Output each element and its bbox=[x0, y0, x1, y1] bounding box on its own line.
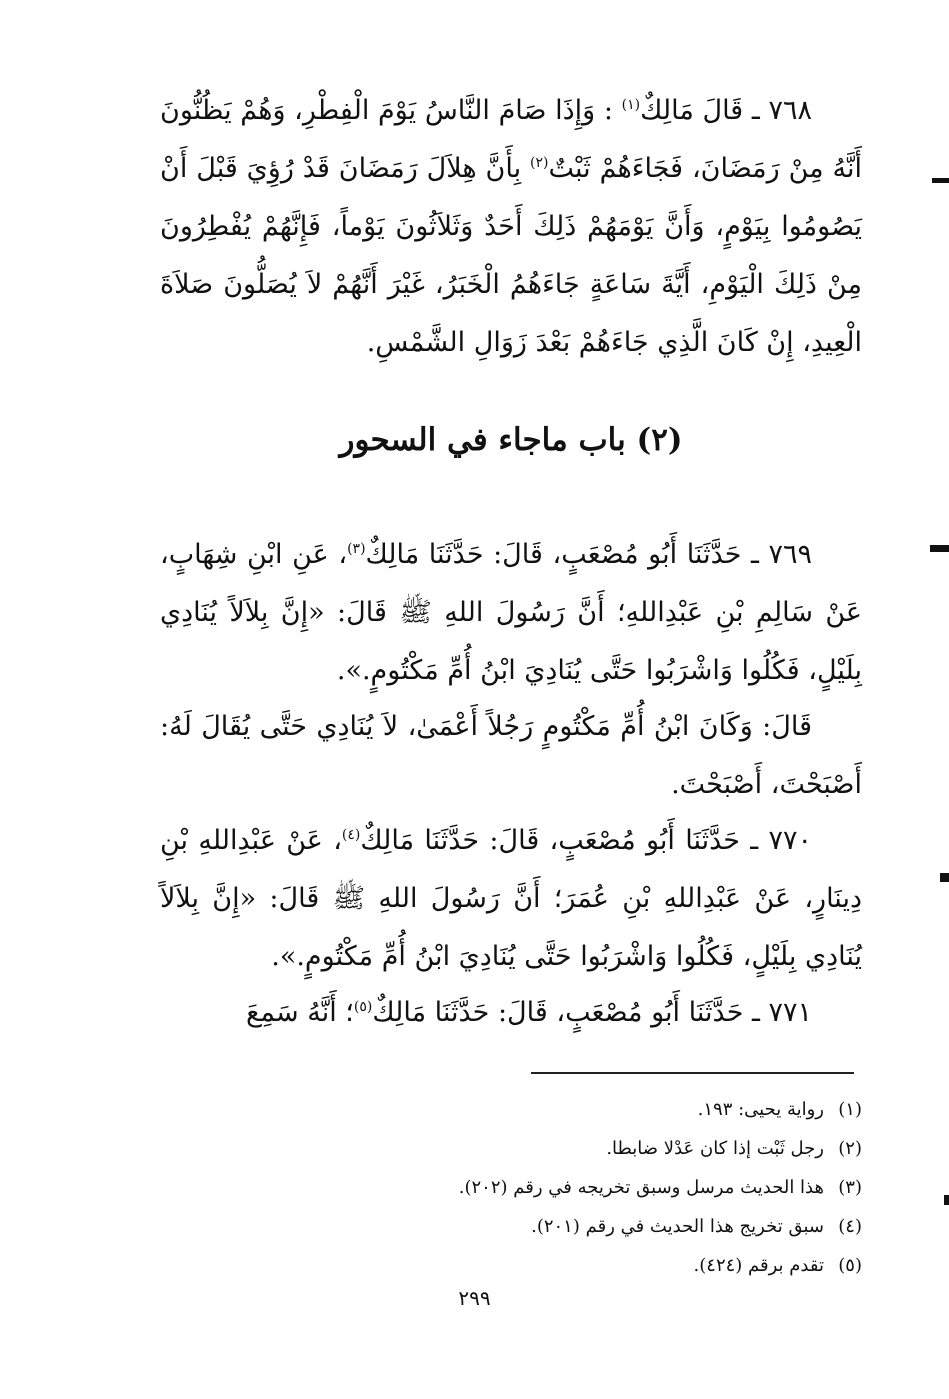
scan-mark bbox=[930, 545, 949, 552]
footnote-ref: (٢) bbox=[530, 155, 549, 171]
hadith-paragraph-771 bbox=[160, 984, 862, 1042]
footnote-ref: (٣) bbox=[347, 541, 366, 557]
hadith-text: : وَإِذَا صَامَ النَّاسُ يَوْمَ الْفِطْرِ، وَهُمْ يَظُنُّونَ أَنَّهُ مِنْ رَمَضَانَ، فَجَاءَهُمْ ثَبْتٌ bbox=[160, 95, 862, 184]
footnote-number: (٣) bbox=[838, 1177, 862, 1198]
hadith-paragraph-770 bbox=[160, 812, 862, 986]
scan-mark bbox=[944, 1195, 949, 1205]
hadith-paragraph-768 bbox=[160, 82, 862, 372]
hadith-text: بِأَنَّ هِلاَلَ رَمَضَانَ قَدْ رُؤِيَ قَبْلَ أَنْ يَصُومُوا بِيَوْمٍ، وَأَنَّ يَوْمَهُمْ ذَلِكَ أَحَدٌ وَثَلاَثُونَ يَوْماً، فَإِنَّهُمْ يُفْطِرُونَ مِنْ ذَلِكَ الْيَوْمِ، أَيَّةَ سَاعَةٍ جَاءَهُمُ الْخَبَرُ، غَيْرَ أَنَّهُمْ لاَ يُصَلُّونَ صَلاَةَ الْعِيدِ، إِنْ كَانَ الَّذِي جَاءَهُمْ بَعْدَ زَوَالِ الشَّمْسِ. bbox=[160, 153, 862, 358]
section-heading: (٢) باب ماجاء في السحور bbox=[339, 422, 683, 458]
scan-mark bbox=[940, 873, 949, 882]
footnote-text: تقدم برقم (٤٢٤). bbox=[693, 1255, 824, 1276]
footnote bbox=[380, 1090, 862, 1129]
hadith-text: ـ حَدَّثَنَا أَبُو مُصْعَبٍ، قَالَ: حَدَّثَنَا مَالِكٌ bbox=[365, 539, 759, 570]
hadith-text: ـ حَدَّثَنَا أَبُو مُصْعَبٍ، قَالَ: حَدَّثَنَا مَالِكٌ bbox=[372, 997, 760, 1028]
footnote-text: رواية يحيى: ١٩٣. bbox=[697, 1099, 824, 1120]
footnote bbox=[380, 1129, 862, 1168]
footnote-number: (٢) bbox=[838, 1138, 862, 1159]
hadith-number: ٧٦٩ bbox=[768, 539, 812, 570]
hadith-commentary: قَالَ: وَكَانَ ابْنُ أُمِّ مَكْتُومٍ رَجُلاً أَعْمَىٰ، لاَ يُنَادِي حَتَّى يُقَالَ لَهُ: أَصْبَحْتَ، أَصْبَحْتَ. bbox=[160, 711, 862, 800]
hadith-number: ٧٦٨ bbox=[768, 95, 813, 126]
footnote-ref: (٤) bbox=[341, 827, 361, 843]
footnote bbox=[380, 1207, 862, 1246]
footnote-ref: (١) bbox=[621, 97, 641, 113]
hadith-number: ٧٧٠ bbox=[768, 825, 812, 856]
footnote-number: (٤) bbox=[838, 1216, 862, 1237]
footnote-number: (١) bbox=[838, 1099, 862, 1120]
hadith-text: ؛ أَنَّهُ سَمِعَ bbox=[246, 997, 354, 1028]
footnote-text: هذا الحديث مرسل وسبق تخريجه في رقم (٢٠٢). bbox=[458, 1177, 824, 1198]
footnotes bbox=[380, 1090, 862, 1285]
hadith-text: ، عَنْ عَبْدِاللهِ بْنِ دِينَارٍ، عَنْ عَبْدِاللهِ بْنِ عُمَرَ؛ أَنَّ رَسُولَ اللهِ ﷺ قَالَ: «إِنَّ بِلاَلاً يُنَادِي بِلَيْلٍ، فَكُلُوا وَاشْرَبُوا حَتَّى يُنَادِيَ ابْنُ أُمِّ مَكْتُومٍ.». bbox=[160, 825, 862, 972]
footnote-text: سبق تخريج هذا الحديث في رقم (٢٠١). bbox=[531, 1216, 824, 1237]
footnote bbox=[380, 1246, 862, 1285]
page-number: ٢٩٩ bbox=[458, 1286, 491, 1310]
footnote-text: رجل ثَبْت إذا كان عَدْلا ضابطا. bbox=[606, 1138, 824, 1159]
footnote-divider bbox=[531, 1072, 854, 1074]
hadith-text: ـ حَدَّثَنَا أَبُو مُصْعَبٍ، قَالَ: حَدَّثَنَا مَالِكٌ bbox=[360, 825, 759, 856]
footnote bbox=[380, 1168, 862, 1207]
hadith-number: ٧٧١ bbox=[768, 997, 812, 1028]
scan-mark bbox=[932, 178, 949, 183]
hadith-paragraph-769 bbox=[160, 526, 862, 700]
hadith-text: ، عَنِ ابْنِ شِهَابٍ، عَنْ سَالِمِ بْنِ عَبْدِاللهِ؛ أَنَّ رَسُولَ اللهِ ﷺ قَالَ: «إِنَّ بِلاَلاً يُنَادِي بِلَيْلٍ، فَكُلُوا وَاشْرَبُوا حَتَّى يُنَادِيَ ابْنُ أُمِّ مَكْتُومٍ.». bbox=[160, 539, 862, 686]
footnote-ref: (٥) bbox=[353, 999, 373, 1015]
hadith-text: ـ قَالَ مَالِكٌ bbox=[640, 95, 760, 126]
footnote-number: (٥) bbox=[838, 1255, 862, 1276]
